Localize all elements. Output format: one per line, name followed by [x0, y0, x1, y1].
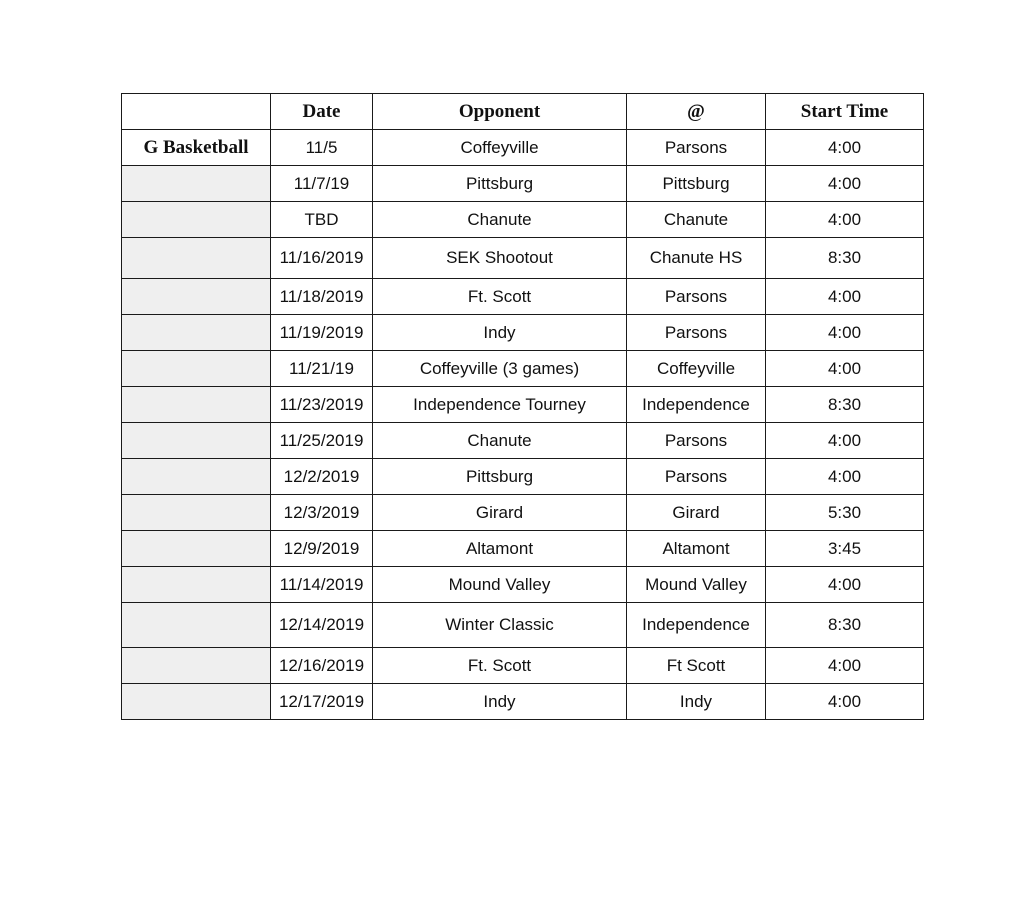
date-cell: 11/18/2019: [271, 279, 373, 315]
start-time-cell: 4:00: [766, 684, 924, 720]
table-row: [122, 279, 924, 315]
header-label-cell: [122, 94, 271, 130]
opponent-cell: Mound Valley: [373, 567, 627, 603]
opponent-cell: Winter Classic: [373, 603, 627, 648]
location-cell: Indy: [627, 684, 766, 720]
location-cell: Chanute: [627, 202, 766, 238]
opponent-cell: Altamont: [373, 531, 627, 567]
sport-label-cell: [122, 166, 271, 202]
sport-label-cell: [122, 495, 271, 531]
table-row: [122, 130, 924, 166]
location-cell: Coffeyville: [627, 351, 766, 387]
date-cell: TBD: [271, 202, 373, 238]
table-row: [122, 202, 924, 238]
header-start-time: Start Time: [766, 94, 924, 130]
sport-label-cell: [122, 459, 271, 495]
date-cell: 11/14/2019: [271, 567, 373, 603]
location-cell: Pittsburg: [627, 166, 766, 202]
opponent-cell: Pittsburg: [373, 166, 627, 202]
date-cell: 11/25/2019: [271, 423, 373, 459]
opponent-cell: Girard: [373, 495, 627, 531]
location-cell: Independence: [627, 387, 766, 423]
sport-label-cell: [122, 351, 271, 387]
opponent-cell: Coffeyville: [373, 130, 627, 166]
date-cell: 11/7/19: [271, 166, 373, 202]
location-cell: Mound Valley: [627, 567, 766, 603]
date-cell: 12/14/2019: [271, 603, 373, 648]
start-time-cell: 4:00: [766, 130, 924, 166]
sport-label-cell: [122, 684, 271, 720]
location-cell: Parsons: [627, 130, 766, 166]
start-time-cell: 3:45: [766, 531, 924, 567]
location-cell: Altamont: [627, 531, 766, 567]
date-cell: 12/3/2019: [271, 495, 373, 531]
table-row: [122, 684, 924, 720]
table-row: [122, 495, 924, 531]
location-cell: Parsons: [627, 459, 766, 495]
sport-label-cell: [122, 238, 271, 279]
sport-label-cell: [122, 423, 271, 459]
table-row: [122, 315, 924, 351]
table-row: [122, 387, 924, 423]
header-row: [122, 94, 924, 130]
opponent-cell: Chanute: [373, 423, 627, 459]
header-date: Date: [271, 94, 373, 130]
start-time-cell: 8:30: [766, 603, 924, 648]
opponent-cell: Indy: [373, 315, 627, 351]
start-time-cell: 4:00: [766, 166, 924, 202]
sport-label-cell: [122, 567, 271, 603]
start-time-cell: 4:00: [766, 202, 924, 238]
sport-label-cell: [122, 202, 271, 238]
schedule-body: [122, 130, 924, 720]
table-row: [122, 567, 924, 603]
opponent-cell: Independence Tourney: [373, 387, 627, 423]
date-cell: 11/19/2019: [271, 315, 373, 351]
start-time-cell: 4:00: [766, 279, 924, 315]
date-cell: 12/9/2019: [271, 531, 373, 567]
date-cell: 11/21/19: [271, 351, 373, 387]
start-time-cell: 4:00: [766, 648, 924, 684]
start-time-cell: 4:00: [766, 459, 924, 495]
location-cell: Parsons: [627, 315, 766, 351]
table-row: [122, 238, 924, 279]
header-location: @: [627, 94, 766, 130]
location-cell: Girard: [627, 495, 766, 531]
start-time-cell: 4:00: [766, 423, 924, 459]
start-time-cell: 4:00: [766, 315, 924, 351]
date-cell: 11/23/2019: [271, 387, 373, 423]
opponent-cell: Ft. Scott: [373, 279, 627, 315]
start-time-cell: 4:00: [766, 567, 924, 603]
date-cell: 12/17/2019: [271, 684, 373, 720]
date-cell: 11/16/2019: [271, 238, 373, 279]
opponent-cell: Indy: [373, 684, 627, 720]
sport-label-cell: [122, 315, 271, 351]
date-cell: 12/2/2019: [271, 459, 373, 495]
sport-label-cell: [122, 279, 271, 315]
table-row: [122, 351, 924, 387]
date-cell: 12/16/2019: [271, 648, 373, 684]
date-cell: 11/5: [271, 130, 373, 166]
schedule-table: [121, 93, 924, 720]
table-row: [122, 166, 924, 202]
sport-label-cell: [122, 648, 271, 684]
start-time-cell: 4:00: [766, 351, 924, 387]
start-time-cell: 8:30: [766, 387, 924, 423]
sport-label-cell: [122, 387, 271, 423]
location-cell: Independence: [627, 603, 766, 648]
opponent-cell: Pittsburg: [373, 459, 627, 495]
opponent-cell: Coffeyville (3 games): [373, 351, 627, 387]
location-cell: Parsons: [627, 423, 766, 459]
sport-label-cell: [122, 531, 271, 567]
table-row: [122, 531, 924, 567]
table-row: [122, 459, 924, 495]
location-cell: Ft Scott: [627, 648, 766, 684]
start-time-cell: 8:30: [766, 238, 924, 279]
sport-label-cell: [122, 603, 271, 648]
table-row: [122, 648, 924, 684]
opponent-cell: Ft. Scott: [373, 648, 627, 684]
opponent-cell: Chanute: [373, 202, 627, 238]
opponent-cell: SEK Shootout: [373, 238, 627, 279]
location-cell: Parsons: [627, 279, 766, 315]
start-time-cell: 5:30: [766, 495, 924, 531]
header-opponent: Opponent: [373, 94, 627, 130]
table-row: [122, 603, 924, 648]
sport-label-cell: G Basketball: [122, 130, 271, 166]
location-cell: Chanute HS: [627, 238, 766, 279]
table-row: [122, 423, 924, 459]
